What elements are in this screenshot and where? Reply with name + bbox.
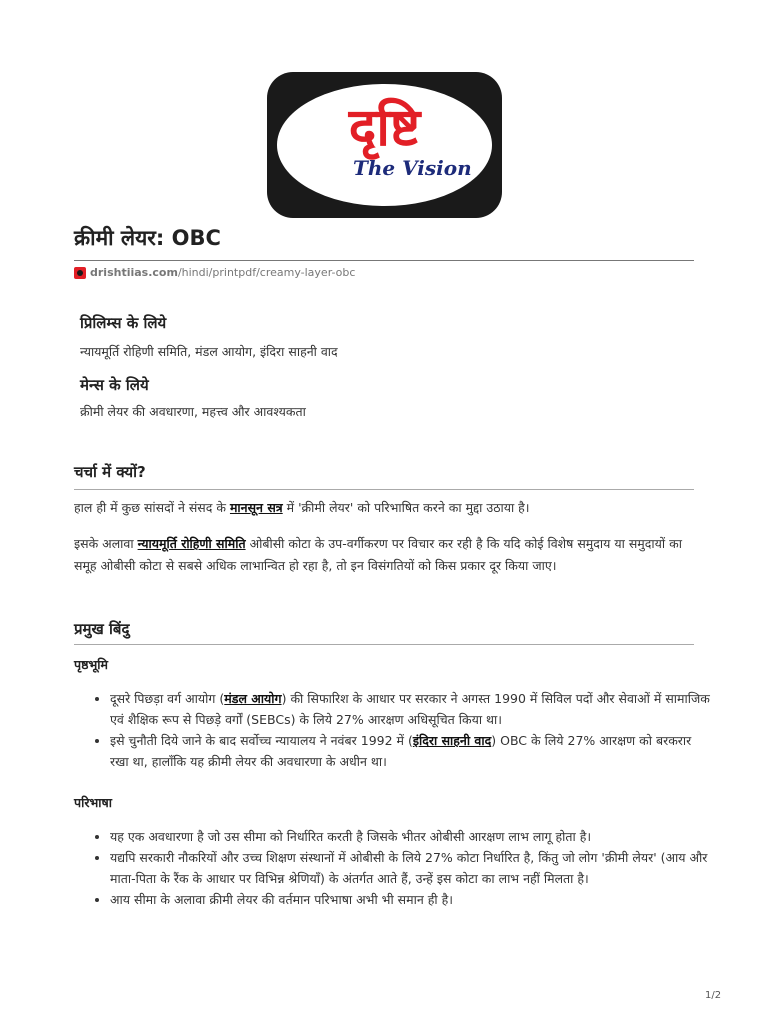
key-points-heading: प्रमुख बिंदु (74, 620, 130, 638)
source-domain: drishtiias.com (90, 266, 178, 279)
definition-heading: परिभाषा (74, 795, 112, 810)
item2-text-before: इसे चुनौती दिये जाने के बाद सर्वोच्च न्यायालय ने नवंबर 1992 में ( (110, 733, 413, 748)
mains-text: क्रीमी लेयर की अवधारणा, महत्त्व और आवश्यकता (80, 404, 306, 419)
logo-hindi-text: दृष्टि (348, 98, 421, 158)
source-path: /hindi/printpdf/creamy-layer-obc (177, 266, 356, 279)
key-points-divider (74, 644, 694, 645)
item1-text-after: ) की सिफारिश के आधार पर सरकार ने अगस्त 1990 में सिविल पदों और सेवाओं में सामाजिक एवं शैक्षिक रूप से पिछड़े वर्गों (SEBCs) के लिये 27% आरक्षण अधिसूचित किया था। (110, 691, 710, 727)
page-title: क्रीमी लेयर: OBC (74, 226, 221, 250)
link-monsoon-session[interactable]: मानसून सत्र (229, 500, 283, 515)
site-favicon-icon (74, 267, 86, 279)
mains-heading: मेन्स के लिये (80, 376, 149, 394)
title-divider (74, 260, 694, 261)
why-heading: चर्चा में क्यों? (74, 463, 146, 481)
why-divider (74, 489, 694, 490)
p2-text-before: इसके अलावा (74, 536, 138, 551)
logo-oval (277, 84, 492, 206)
link-rohini-committee[interactable]: न्यायमूर्ति रोहिणी समिति (137, 536, 246, 551)
item2-text-after: ) OBC के लिये 27% आरक्षण को बरकरार रखा था, हालाँकि यह क्रीमी लेयर की अवधारणा के अधीन था। (110, 733, 692, 769)
list-item (110, 688, 712, 730)
logo-english-text: The Vision (353, 156, 472, 180)
source-url[interactable] (74, 266, 355, 279)
background-heading: पृष्ठभूमि (74, 657, 108, 672)
list-item (110, 730, 712, 772)
p1-text-before: हाल ही में कुछ सांसदों ने संसद के (74, 500, 230, 515)
background-list (92, 688, 712, 772)
list-item: • यद्यपि सरकारी नौकरियों और उच्च शिक्षण संस्थानों में ओबीसी के लिये 27% कोटा निर्धारित है, किंतु जो लोग 'क्रीमी लेयर' (आय और माता-पिता के रैंक के आधार पर विभिन्न श्रेणियाँ) के अंतर्गत आते हैं, उन्हें इस कोटा का लाभ नहीं मिलता है। (110, 847, 712, 889)
p2-text-after: ओबीसी कोटा के उप-वर्गीकरण पर विचार कर रही है कि यदि कोई विशेष समुदाय या समुदायों का समूह ओबीसी कोटा से सबसे अधिक लाभान्वित हो रहा है, तो इन विसंगतियों को किस प्रकार दूर किया जाए। (74, 536, 682, 573)
prelims-text: न्यायमूर्ति रोहिणी समिति, मंडल आयोग, इंदिरा साहनी वाद (80, 344, 338, 359)
why-paragraph-2 (74, 533, 694, 577)
why-paragraph-1 (74, 497, 694, 519)
link-indra-sawhney-case[interactable]: इंदिरा साहनी वाद (412, 733, 492, 748)
definition-list (92, 826, 712, 910)
page-number: 1/2 (705, 990, 722, 1001)
item1-text-before: दूसरे पिछड़ा वर्ग आयोग ( (110, 691, 225, 706)
prelims-heading: प्रिलिम्स के लिये (80, 314, 167, 332)
list-item: • यह एक अवधारणा है जो उस सीमा को निर्धारित करती है जिसके भीतर ओबीसी आरक्षण लाभ लागू होता है। (110, 826, 712, 847)
list-item: • आय सीमा के अलावा क्रीमी लेयर की वर्तमान परिभाषा अभी भी समान ही है। (110, 889, 712, 910)
p1-text-after: में 'क्रीमी लेयर' को परिभाषित करने का मुद्दा उठाया है। (282, 500, 530, 515)
link-mandal-commission[interactable]: मंडल आयोग (224, 691, 282, 706)
drishti-logo (267, 72, 502, 218)
